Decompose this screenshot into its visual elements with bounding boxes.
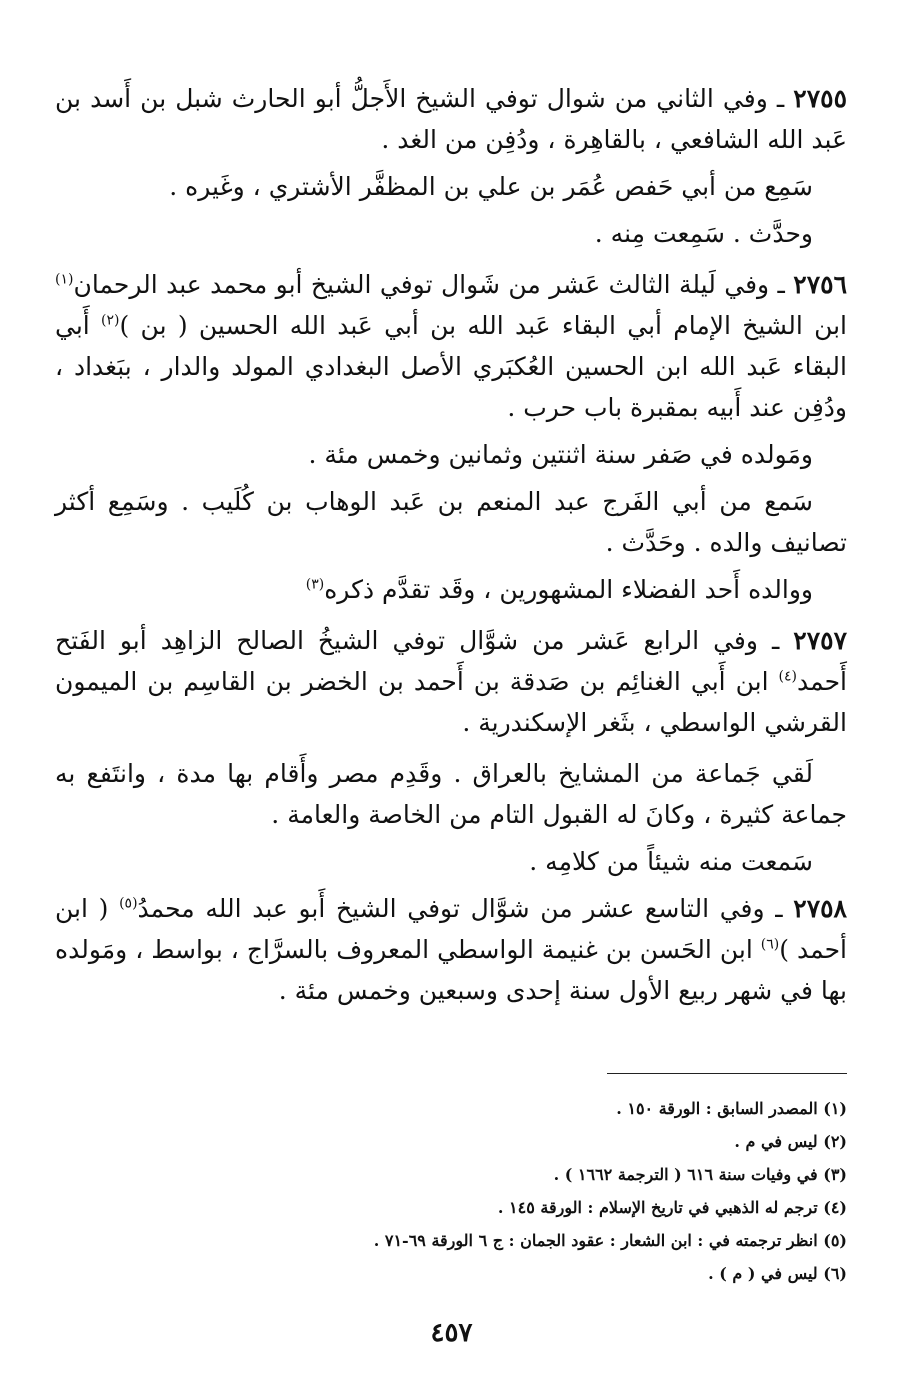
entry-number: ٢٧٥٧ (793, 626, 847, 655)
entry-lead-continued: ابن الحَسن بن غنيمة الواسطي المعروف بالسرَّاج ، بواسط ، ومَولده بها في شهر ربيع الأول سنة إحدى وسبعين وخمس مئة . (55, 935, 847, 1005)
footnote: (٣) في وفيات سنة ٦١٦ ( الترجمة ١٦٦٢ ) . (553, 1165, 847, 1184)
entry-paragraph: سَمِع من أبي حَفص عُمَر بن علي بن المظفَّر الأشتري ، وغَيره . (169, 172, 813, 201)
footnote-marker: (١) (55, 271, 74, 288)
entry-paragraph: ومَولده في صَفر سنة اثنتين وثمانين وخمس مئة . (308, 440, 813, 469)
entry-lead: ـ وفي الرابع عَشر من شوَّال توفي الشيخُ الصالح الزاهِد أبو الفَتح أَحمد (55, 626, 847, 696)
entry-2758 (55, 888, 847, 1011)
footnote: (١) المصدر السابق : الورقة ١٥٠ . (616, 1099, 847, 1118)
entry-paragraph: سَمعت منه شيئاً من كلامِه . (529, 847, 813, 876)
footnote-marker: (٢) (101, 312, 120, 329)
entry-number: ٢٧٥٨ (793, 894, 847, 923)
entry-2755 (55, 78, 847, 160)
entry-lead-continued: ابن الشيخ الإمام أبي البقاء عَبد الله بن أبي عَبد الله الحسين ( بن ) (119, 311, 848, 340)
footnote: (٢) ليس في م . (734, 1132, 847, 1151)
entry-number: ٢٧٥٥ (793, 84, 847, 113)
entry-paragraph (55, 569, 847, 610)
footnote-marker: (٤) (778, 668, 798, 685)
footnotes-list (55, 1092, 847, 1290)
entry-lead-middle: ( ابن أحمد ) (55, 894, 847, 964)
footnote: (٤) ترجم له الذهبي في تاريخ الإسلام : الورقة ١٤٥ . (497, 1198, 847, 1217)
entry-lead: ـ وفي التاسع عشر من شوَّال توفي الشيخ أَبو عبد الله محمدُ (137, 894, 783, 923)
entry-paragraph: وحدَّث . سَمِعت مِنه . (594, 219, 813, 248)
footnote-marker: (٥) (119, 895, 138, 912)
footnote: (٥) انظر ترجمته في : ابن الشعار : عقود الجمان : ج ٦ الورقة ٦٩-٧١ . (373, 1231, 847, 1250)
entry-lead: ـ وفي لَيلة الثالث عَشر من شَوال توفي الشيخ أبو محمد عبد الرحمان (73, 270, 785, 299)
footnote-marker: (٣) (305, 576, 325, 593)
page-number: ٤٥٧ (430, 1318, 473, 1348)
page-body (55, 78, 847, 1017)
entry-paragraph: لَقي جَماعة من المشايخ بالعراق . وقَدِم مصر وأَقام بها مدة ، وانتَفع به جماعة كثيرة ، وكانَ له القبول التام من الخاصة والعامة . (55, 759, 847, 829)
entry-lead: ـ وفي الثاني من شوال توفي الشيخ الأَجلُّ أبو الحارث شبل بن أَسد بن عَبد الله الشافعي ، بالقاهِرة ، ودُفِن من الغد . (55, 84, 847, 154)
footnote: (٦) ليس في ( م ) . (708, 1264, 847, 1283)
entry-2757 (55, 620, 847, 743)
entry-2756 (55, 264, 847, 428)
entry-number: ٢٧٥٦ (793, 270, 848, 299)
footnote-marker: (٦) (760, 936, 780, 953)
entry-paragraph: سَمع من أبي الفَرج عبد المنعم بن عَبد الوهاب بن كُلَيب . وسَمِع أكثر تصانيف والده . وحَدَّث . (55, 487, 847, 557)
footnote-divider (607, 1073, 847, 1074)
entry-lead-continued: ابن أَبي الغنائِم بن صَدقة بن أَحمد بن الخضر بن القاسِم بن الميمون القرشي الواسطي ، بثَغر الإسكندرية . (55, 667, 847, 737)
entry-lead-continued: أَبي البقاء عَبد الله ابن الحسين العُكبَري الأصل البغدادي المولد والدار ، ببَغداد ، ودُفِن عند أَبيه بمقبرة باب حرب . (55, 311, 847, 422)
entry-paragraph-text: ووالده أَحد الفضلاء المشهورين ، وقَد تقدَّم ذكره (324, 575, 813, 604)
